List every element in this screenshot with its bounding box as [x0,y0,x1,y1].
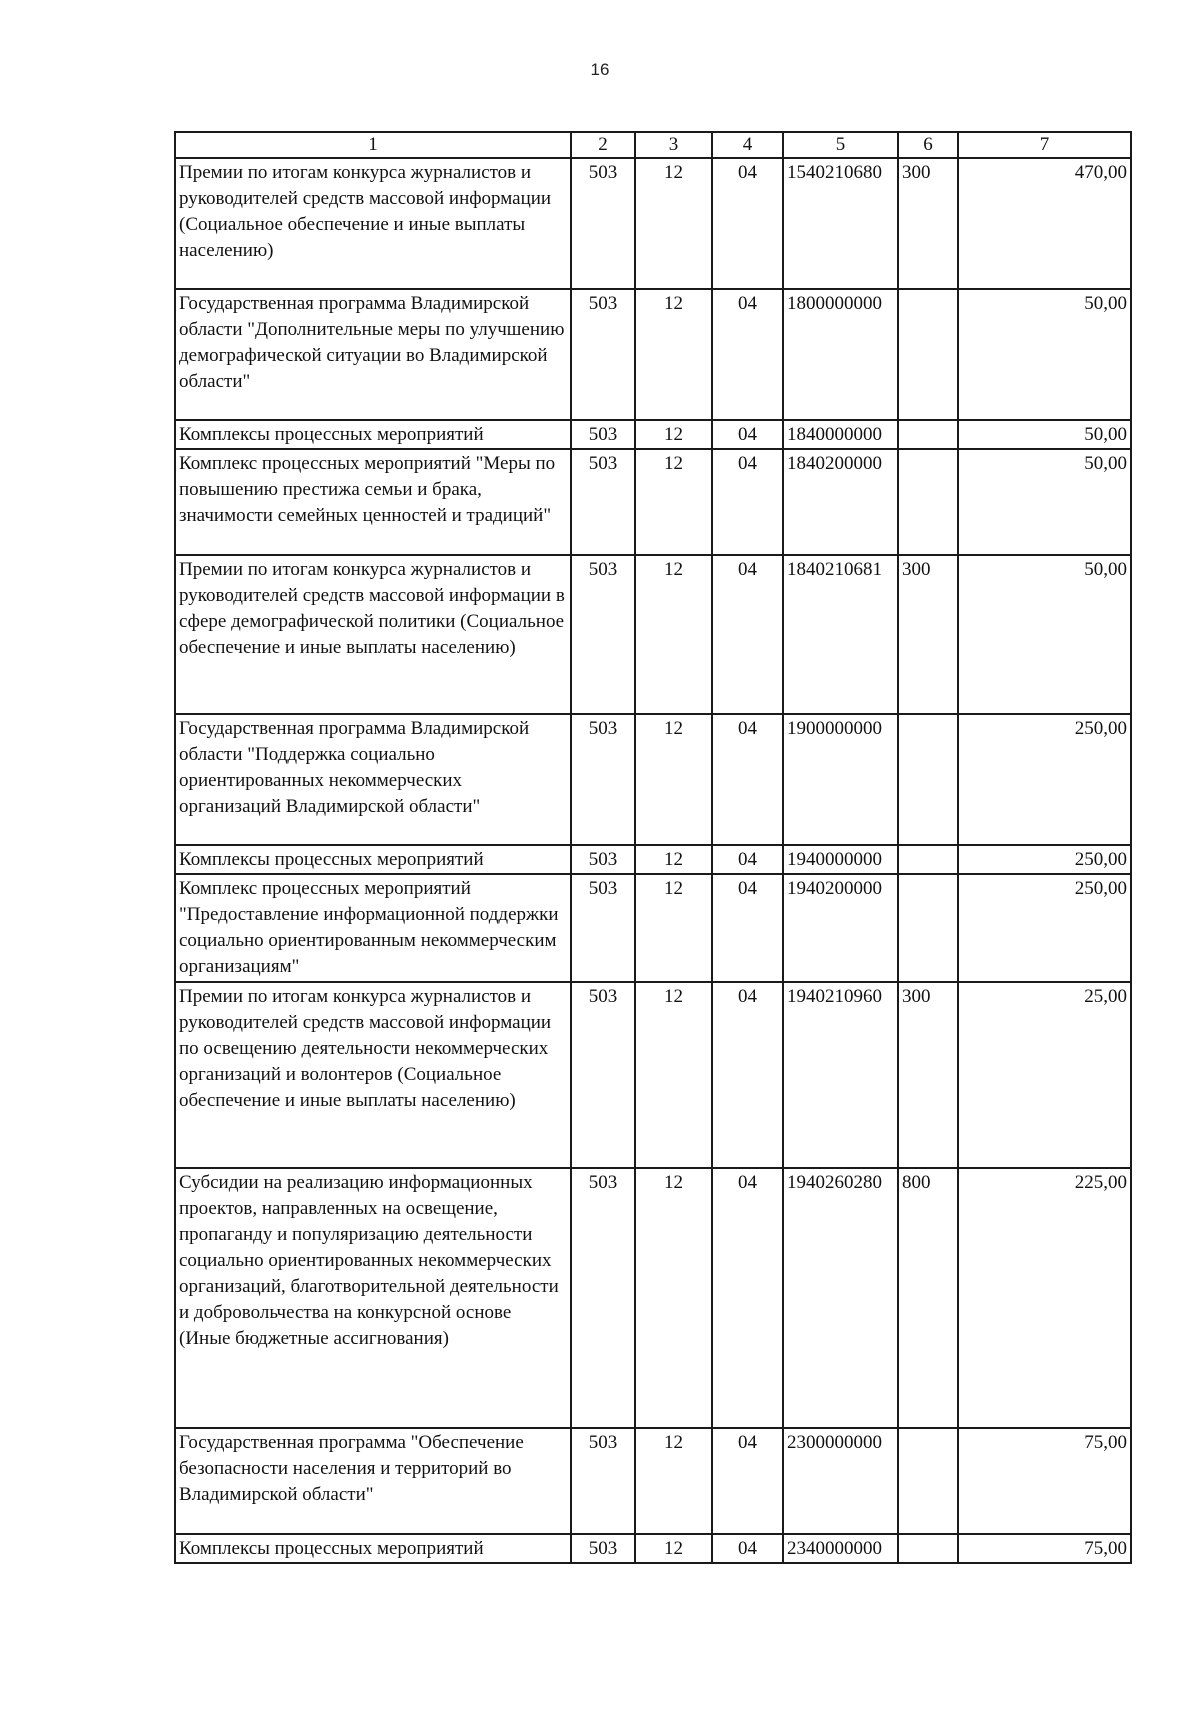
row-cell: 12 [635,555,712,714]
row-cell: 04 [712,845,783,874]
row-name: Премии по итогам конкурса журналистов и руководителей средств массовой информации по освещению деятельности некоммерческих организаций и волонтеров (Социальное обеспечение и иные выплаты населению) [175,982,571,1168]
row-amount: 50,00 [958,555,1131,714]
row-cell: 04 [712,420,783,449]
row-cell: 503 [571,874,635,982]
column-header: 3 [635,132,712,158]
row-amount: 50,00 [958,289,1131,420]
row-name: Премии по итогам конкурса журналистов и руководителей средств массовой информации (Социальное обеспечение и иные выплаты населению) [175,158,571,289]
row-cell: 12 [635,714,712,845]
row-cell: 503 [571,1168,635,1428]
row-amount: 75,00 [958,1534,1131,1563]
row-amount: 50,00 [958,420,1131,449]
row-cell: 2300000000 [783,1428,898,1534]
row-cell: 04 [712,1428,783,1534]
row-amount: 470,00 [958,158,1131,289]
row-name: Субсидии на реализацию информационных проектов, направленных на освещение, пропаганду и популяризацию деятельности социально ориентированных некоммерческих организаций, благотворительной деятельности и добровольчества на конкурсной основе (Иные бюджетные ассигнования) [175,1168,571,1428]
row-cell [898,449,958,555]
column-header: 7 [958,132,1131,158]
row-amount: 250,00 [958,845,1131,874]
row-amount: 250,00 [958,874,1131,982]
row-cell: 12 [635,1168,712,1428]
row-cell: 1800000000 [783,289,898,420]
row-cell: 04 [712,874,783,982]
row-cell: 503 [571,420,635,449]
row-amount: 250,00 [958,714,1131,845]
table-row [175,714,1131,845]
row-cell: 04 [712,1534,783,1563]
table-row [175,982,1131,1168]
row-cell [898,1428,958,1534]
row-cell: 1940260280 [783,1168,898,1428]
row-name: Комплекс процессных мероприятий "Меры по повышению престижа семьи и брака, значимости семейных ценностей и традиций" [175,449,571,555]
row-amount: 75,00 [958,1428,1131,1534]
row-cell [898,420,958,449]
row-cell: 04 [712,1168,783,1428]
table-row [175,845,1131,874]
row-cell [898,1534,958,1563]
row-cell: 12 [635,982,712,1168]
table-row [175,1428,1131,1534]
row-cell: 1900000000 [783,714,898,845]
row-cell: 04 [712,982,783,1168]
row-cell: 300 [898,158,958,289]
row-cell: 1540210680 [783,158,898,289]
row-cell: 2340000000 [783,1534,898,1563]
row-name: Государственная программа "Обеспечение безопасности населения и территорий во Владимирской области" [175,1428,571,1534]
table-row [175,449,1131,555]
row-cell [898,874,958,982]
column-header: 5 [783,132,898,158]
row-cell: 12 [635,1428,712,1534]
row-name: Государственная программа Владимирской области "Дополнительные меры по улучшению демографической ситуации во Владимирской области" [175,289,571,420]
row-cell: 503 [571,449,635,555]
row-cell [898,845,958,874]
row-cell: 1940210960 [783,982,898,1168]
row-cell: 1840200000 [783,449,898,555]
row-cell: 12 [635,845,712,874]
row-cell: 300 [898,982,958,1168]
row-cell: 04 [712,714,783,845]
row-name: Комплексы процессных мероприятий [175,1534,571,1563]
row-cell: 04 [712,158,783,289]
table-row [175,874,1131,982]
table-row [175,158,1131,289]
row-cell: 503 [571,289,635,420]
row-cell: 1940200000 [783,874,898,982]
row-cell: 503 [571,1428,635,1534]
row-cell: 04 [712,449,783,555]
row-cell: 12 [635,449,712,555]
page-number: 16 [590,60,610,79]
table-row [175,289,1131,420]
table-row [175,555,1131,714]
row-cell: 300 [898,555,958,714]
row-cell: 12 [635,158,712,289]
row-cell: 1840210681 [783,555,898,714]
row-name: Комплекс процессных мероприятий "Предоставление информационной поддержки социально ориентированным некоммерческим организациям" [175,874,571,982]
row-cell: 503 [571,845,635,874]
row-amount: 50,00 [958,449,1131,555]
row-name: Государственная программа Владимирской области "Поддержка социально ориентированных некоммерческих организаций Владимирской области" [175,714,571,845]
table-row [175,1534,1131,1563]
row-cell: 12 [635,874,712,982]
table-row [175,1168,1131,1428]
row-cell: 1940000000 [783,845,898,874]
row-cell [898,714,958,845]
row-cell: 800 [898,1168,958,1428]
row-cell: 12 [635,289,712,420]
row-cell: 04 [712,289,783,420]
budget-table [174,131,1132,1564]
row-name: Комплексы процессных мероприятий [175,845,571,874]
row-name: Премии по итогам конкурса журналистов и руководителей средств массовой информации в сфере демографической политики (Социальное обеспечение и иные выплаты населению) [175,555,571,714]
row-name: Комплексы процессных мероприятий [175,420,571,449]
row-cell: 503 [571,982,635,1168]
row-amount: 25,00 [958,982,1131,1168]
row-cell: 12 [635,420,712,449]
column-header: 2 [571,132,635,158]
row-cell: 503 [571,714,635,845]
table-header-row [175,132,1131,158]
row-cell: 1840000000 [783,420,898,449]
row-cell: 12 [635,1534,712,1563]
row-cell: 503 [571,555,635,714]
row-cell: 04 [712,555,783,714]
row-cell [898,289,958,420]
column-header: 4 [712,132,783,158]
row-cell: 503 [571,158,635,289]
column-header: 1 [175,132,571,158]
row-cell: 503 [571,1534,635,1563]
column-header: 6 [898,132,958,158]
row-amount: 225,00 [958,1168,1131,1428]
table-row [175,420,1131,449]
